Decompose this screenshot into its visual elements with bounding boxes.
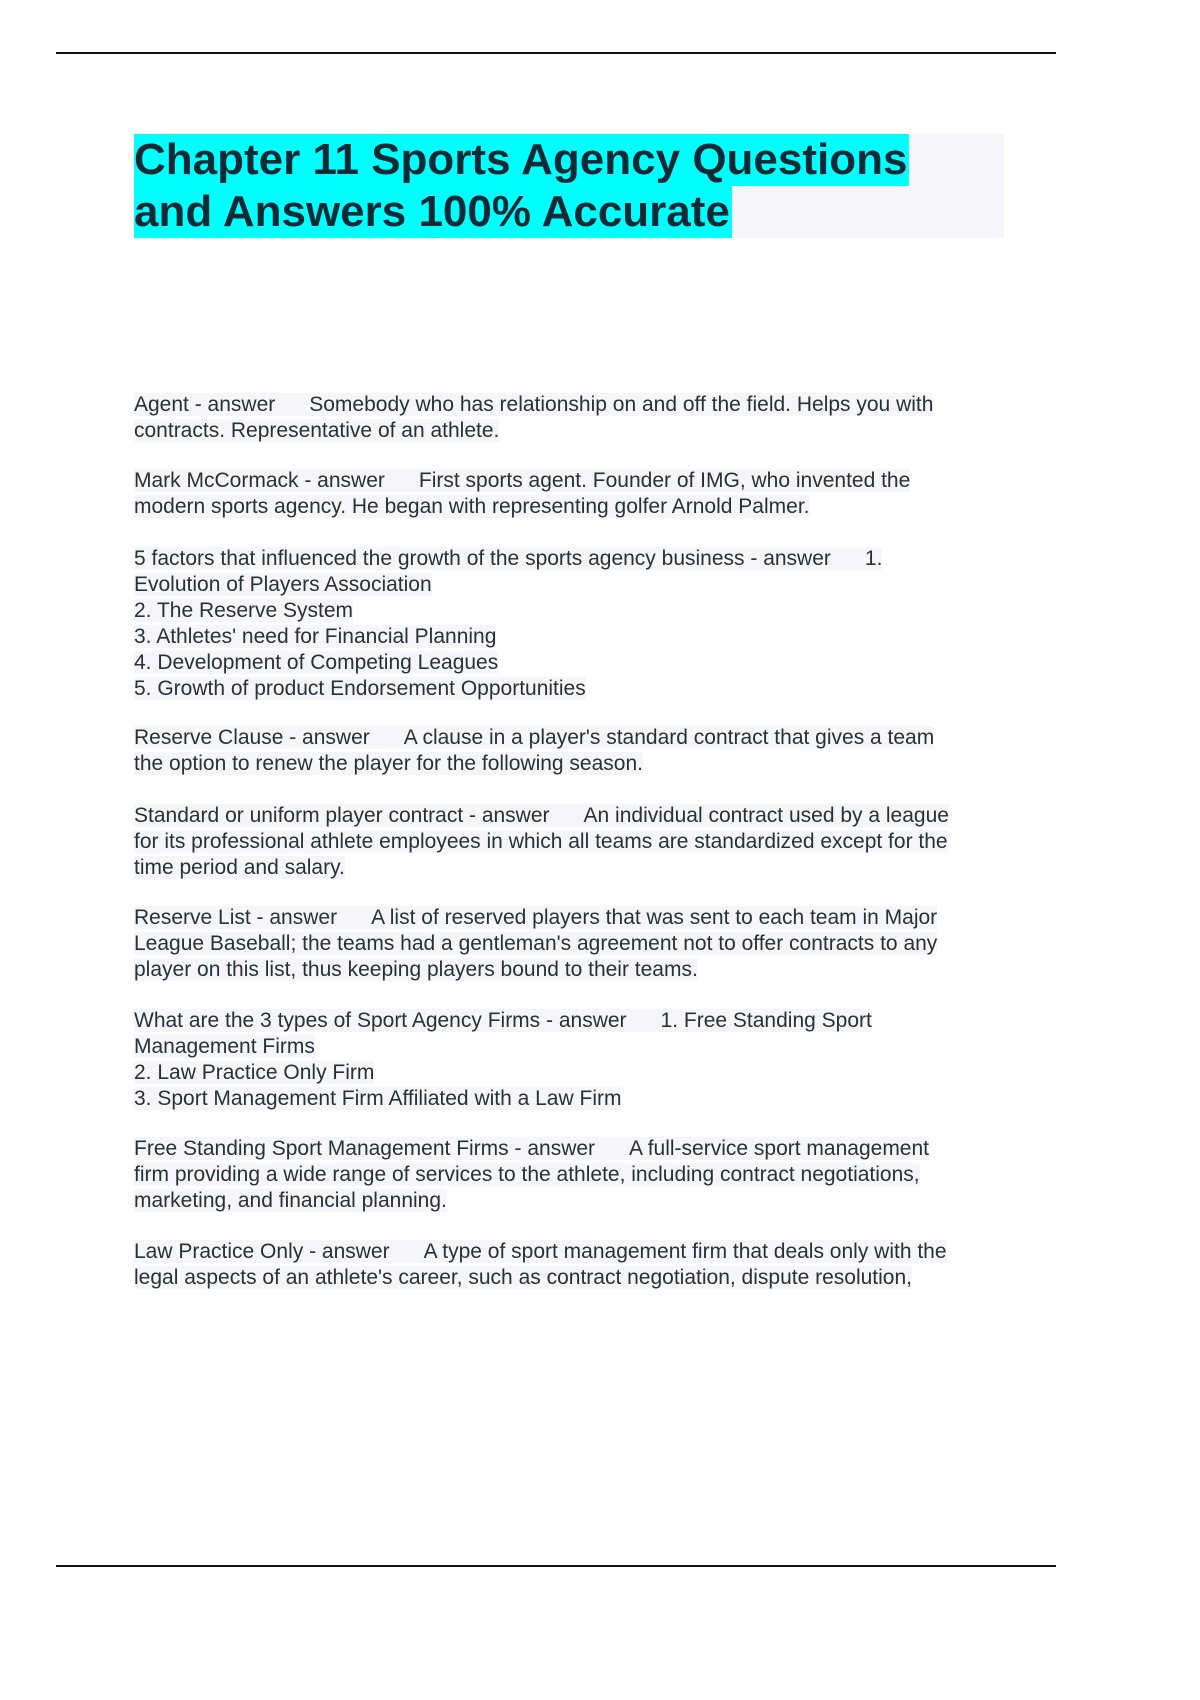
entry-answer-text: marketing, and financial planning.: [134, 1189, 447, 1212]
entry-answer-text: A clause in a player's standard contract that gives a team: [403, 726, 935, 749]
entry-line: [134, 392, 933, 418]
entry-answer-text: 3. Sport Management Firm Affiliated with a Law Firm: [134, 1087, 622, 1110]
entry-answer-text: 1. Free Standing Sport: [660, 1009, 872, 1032]
entry-answer-text: modern sports agency. He began with representing golfer Arnold Palmer.: [134, 495, 810, 518]
entry-term: Reserve List - answer: [134, 906, 338, 929]
title-line-1: Chapter 11 Sports Agency Questions: [134, 135, 908, 184]
entry-line: [134, 1188, 929, 1214]
entry-line: [134, 546, 882, 572]
entry-answer-text: 4. Development of Competing Leagues: [134, 651, 499, 674]
top-rule: [56, 52, 1056, 54]
entry-line: [134, 650, 882, 676]
entry-line: [134, 1086, 872, 1112]
entry-line: [134, 1162, 929, 1188]
entry-line: [134, 598, 882, 624]
entry-line: [134, 468, 910, 494]
entry-term: Standard or uniform player contract - answer: [134, 804, 550, 827]
entry-term: Law Practice Only - answer: [134, 1240, 390, 1263]
entry-line: [134, 1265, 947, 1291]
qa-entry: [134, 1239, 947, 1291]
entry-line: [134, 829, 949, 855]
entry-answer-text: player on this list, thus keeping players bound to their teams.: [134, 958, 698, 981]
entry-answer-text: 2. Law Practice Only Firm: [134, 1061, 375, 1084]
entry-line: [134, 905, 937, 931]
qa-entry: [134, 803, 949, 881]
entry-answer-text: Evolution of Players Association: [134, 573, 432, 596]
entry-line: [134, 751, 934, 777]
entry-term: Mark McCormack - answer: [134, 469, 385, 492]
entry-line: [134, 1060, 872, 1086]
qa-entry: [134, 905, 937, 983]
qa-entry: [134, 1136, 929, 1214]
entry-answer-text: A full-service sport management: [629, 1137, 929, 1160]
entry-answer-text: 1.: [864, 547, 883, 570]
entry-answer-text: Somebody who has relationship on and off the field. Helps you with: [309, 393, 934, 416]
entry-line: [134, 1008, 872, 1034]
page-title: [134, 134, 909, 238]
entry-answer-text: 2. The Reserve System: [134, 599, 354, 622]
entry-line: [134, 1034, 872, 1060]
entry-line: [134, 624, 882, 650]
entry-answer-text: the option to renew the player for the following season.: [134, 752, 643, 775]
entry-answer-text: 3. Athletes' need for Financial Planning: [134, 625, 497, 648]
entry-line: [134, 855, 949, 881]
entry-answer-text: time period and salary.: [134, 856, 345, 879]
bottom-rule: [56, 1565, 1056, 1567]
entry-line: [134, 803, 949, 829]
entry-line: [134, 418, 933, 444]
entry-line: [134, 494, 910, 520]
entry-answer-text: legal aspects of an athlete's career, such as contract negotiation, dispute resolution,: [134, 1266, 912, 1289]
entry-answer-text: for its professional athlete employees in which all teams are standardized except for the: [134, 830, 948, 853]
entry-line: [134, 572, 882, 598]
qa-entry: [134, 725, 934, 777]
entry-line: [134, 957, 937, 983]
entry-answer-text: A type of sport management firm that deals only with the: [423, 1240, 947, 1263]
entry-answer-text: firm providing a wide range of services to the athlete, including contract negotiations,: [134, 1163, 920, 1186]
entry-answer-text: 5. Growth of product Endorsement Opportunities: [134, 677, 586, 700]
entry-term: Agent - answer: [134, 393, 276, 416]
qa-entry: [134, 468, 910, 520]
entry-answer-text: A list of reserved players that was sent to each team in Major: [371, 906, 938, 929]
entry-line: [134, 1239, 947, 1265]
qa-entry: [134, 1008, 872, 1112]
qa-entry: [134, 392, 933, 444]
entry-term: 5 factors that influenced the growth of the sports agency business - answer: [134, 547, 831, 570]
entry-term: Reserve Clause - answer: [134, 726, 370, 749]
entry-term: Free Standing Sport Management Firms - answer: [134, 1137, 596, 1160]
entry-answer-text: Management Firms: [134, 1035, 315, 1058]
entry-answer-text: contracts. Representative of an athlete.: [134, 419, 500, 442]
entry-answer-text: First sports agent. Founder of IMG, who invented the: [418, 469, 911, 492]
qa-entry: [134, 546, 882, 702]
entry-answer-text: An individual contract used by a league: [583, 804, 949, 827]
entry-line: [134, 676, 882, 702]
entry-line: [134, 1136, 929, 1162]
entry-term: What are the 3 types of Sport Agency Firms - answer: [134, 1009, 627, 1032]
entry-line: [134, 931, 937, 957]
entry-line: [134, 725, 934, 751]
entry-answer-text: League Baseball; the teams had a gentleman's agreement not to offer contracts to any: [134, 932, 938, 955]
title-line-2: and Answers 100% Accurate: [134, 187, 730, 236]
